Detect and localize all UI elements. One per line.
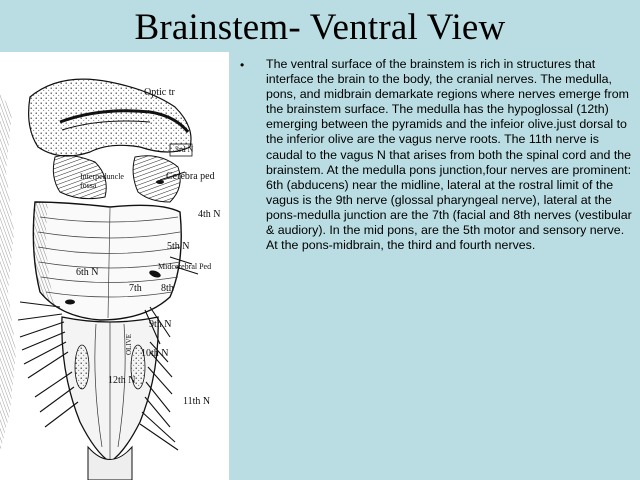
label-8th-nerve: 8th bbox=[161, 283, 174, 294]
label-4th-nerve: 4th N bbox=[198, 209, 221, 220]
label-olive: OLIVE bbox=[125, 334, 133, 355]
label-11th-nerve: 11th N bbox=[183, 396, 211, 407]
label-10th-nerve: 10th N bbox=[141, 348, 169, 359]
label-7th-nerve: 7th bbox=[129, 283, 142, 294]
label-12th-nerve: 12th N bbox=[108, 375, 136, 386]
label-6th-nerve: 6th N bbox=[76, 267, 99, 278]
label-9th-nerve: 9th N bbox=[149, 319, 172, 330]
label-middle-cerebellar-peduncle: Midcerebral Ped bbox=[158, 262, 212, 271]
bullet-marker: • bbox=[240, 58, 245, 72]
brainstem-illustration bbox=[0, 52, 229, 480]
slide-body-text: The ventral surface of the brainstem is rich in structures that interface the brain to the body, the cranial nerves. The medulla, pons, and midbrain demarkate regions where nerves emerge from the brainstem surface. The medulla has the hypoglossal (12th) emerging between the pyramids and the infeior olive.just dorsal to the inferior olive are the vagus nerve roots. The 11th nerve is caudal to the vagus N that arises from both the spinal cord and the brainstem. At the medulla pons junction,four nerves are prominent: 6th (abducens) near the midline, lateral at the rostral limit of the vagus is the 9th nerve (glossal pharyngeal nerve), lateral at the pons-medulla junction are the 7th (facial and 8th nerves (vestibular & audiory). In the mid pons, are the 5th motor and sensory nerve. At the pons-midbrain, the third and fourth nerves. bbox=[266, 57, 632, 253]
label-3rd-nerve: 3rd N bbox=[175, 145, 194, 154]
slide-title: Brainstem- Ventral View bbox=[134, 7, 506, 48]
label-interpeduncle-fossa: Interpeduncle fossa bbox=[80, 172, 124, 190]
label-optic-tract: Optic tr bbox=[144, 87, 175, 98]
label-5th-nerve: 5th N bbox=[167, 241, 190, 252]
label-cerebral-peduncle: Cerebra ped bbox=[166, 171, 215, 182]
